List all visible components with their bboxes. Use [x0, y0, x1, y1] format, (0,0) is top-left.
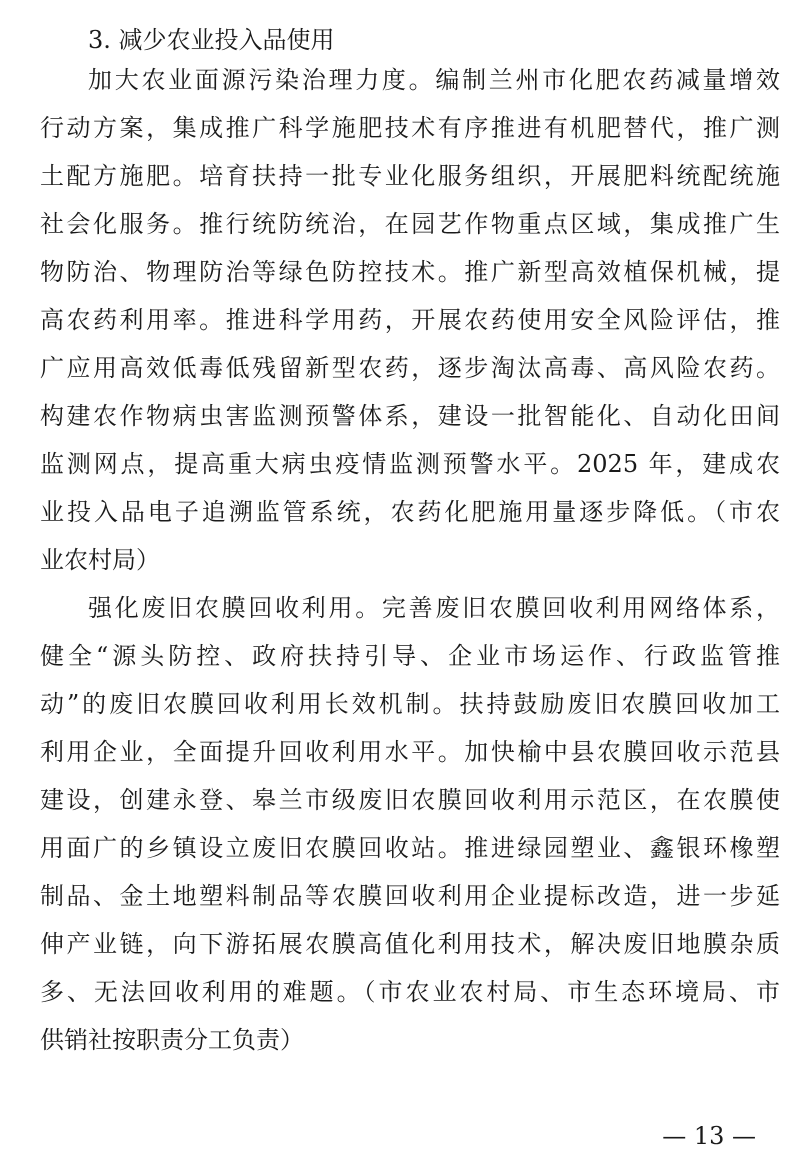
paragraph-line: 制品、金土地塑料制品等农膜回收利用企业提标改造，进一步延 [40, 882, 780, 910]
paragraph-line: 业投入品电子追溯监管系统，农药化肥施用量逐步降低。（市农 [40, 498, 780, 526]
paragraph-line: 高农药利用率。推进科学用药，开展农药使用安全风险评估，推 [40, 306, 780, 334]
paragraph-line: 构建农作物病虫害监测预警体系，建设一批智能化、自动化田间 [40, 402, 780, 430]
paragraph-line: 土配方施肥。培育扶持一批专业化服务组织，开展肥料统配统施 [40, 162, 780, 190]
paragraph-line: 用面广的乡镇设立废旧农膜回收站。推进绿园塑业、鑫银环橡塑 [40, 834, 780, 862]
paragraph-line: 利用企业，全面提升回收利用水平。加快榆中县农膜回收示范县 [40, 738, 780, 766]
paragraph-line: 业农村局） [40, 546, 160, 574]
paragraph-line: 建设，创建永登、皋兰市级废旧农膜回收利用示范区，在农膜使 [40, 786, 780, 814]
paragraph-line: 伸产业链，向下游拓展农膜高值化利用技术，解决废旧地膜杂质 [40, 930, 780, 958]
paragraph-agricultural-film [40, 584, 780, 1064]
page-number: — 13 — [662, 1122, 756, 1150]
paragraph-line: 强化废旧农膜回收利用。完善废旧农膜回收利用网络体系， [88, 594, 780, 622]
paragraph-line: 监测网点，提高重大病虫疫情监测预警水平。2025 年，建成农 [40, 450, 780, 478]
paragraph-line: 健全“源头防控、政府扶持引导、企业市场运作、行政监管推 [40, 642, 780, 670]
paragraph-line: 动”的废旧农膜回收利用长效机制。扶持鼓励废旧农膜回收加工 [40, 690, 780, 718]
paragraph-line: 广应用高效低毒低残留新型农药，逐步淘汰高毒、高风险农药。 [40, 354, 780, 382]
paragraph-line: 物防治、物理防治等绿色防控技术。推广新型高效植保机械，提 [40, 258, 780, 286]
section-heading: 3. 减少农业投入品使用 [88, 26, 335, 54]
paragraph-line: 社会化服务。推行统防统治，在园艺作物重点区域，集成推广生 [40, 210, 780, 238]
paragraph-pesticide-fertilizer [40, 56, 780, 584]
paragraph-line: 行动方案，集成推广科学施肥技术有序推进有机肥替代，推广测 [40, 114, 780, 142]
paragraph-line: 多、无法回收利用的难题。（市农业农村局、市生态环境局、市 [40, 978, 780, 1006]
paragraph-line: 供销社按职责分工负责） [40, 1026, 304, 1054]
paragraph-line: 加大农业面源污染治理力度。编制兰州市化肥农药减量增效 [88, 66, 780, 94]
